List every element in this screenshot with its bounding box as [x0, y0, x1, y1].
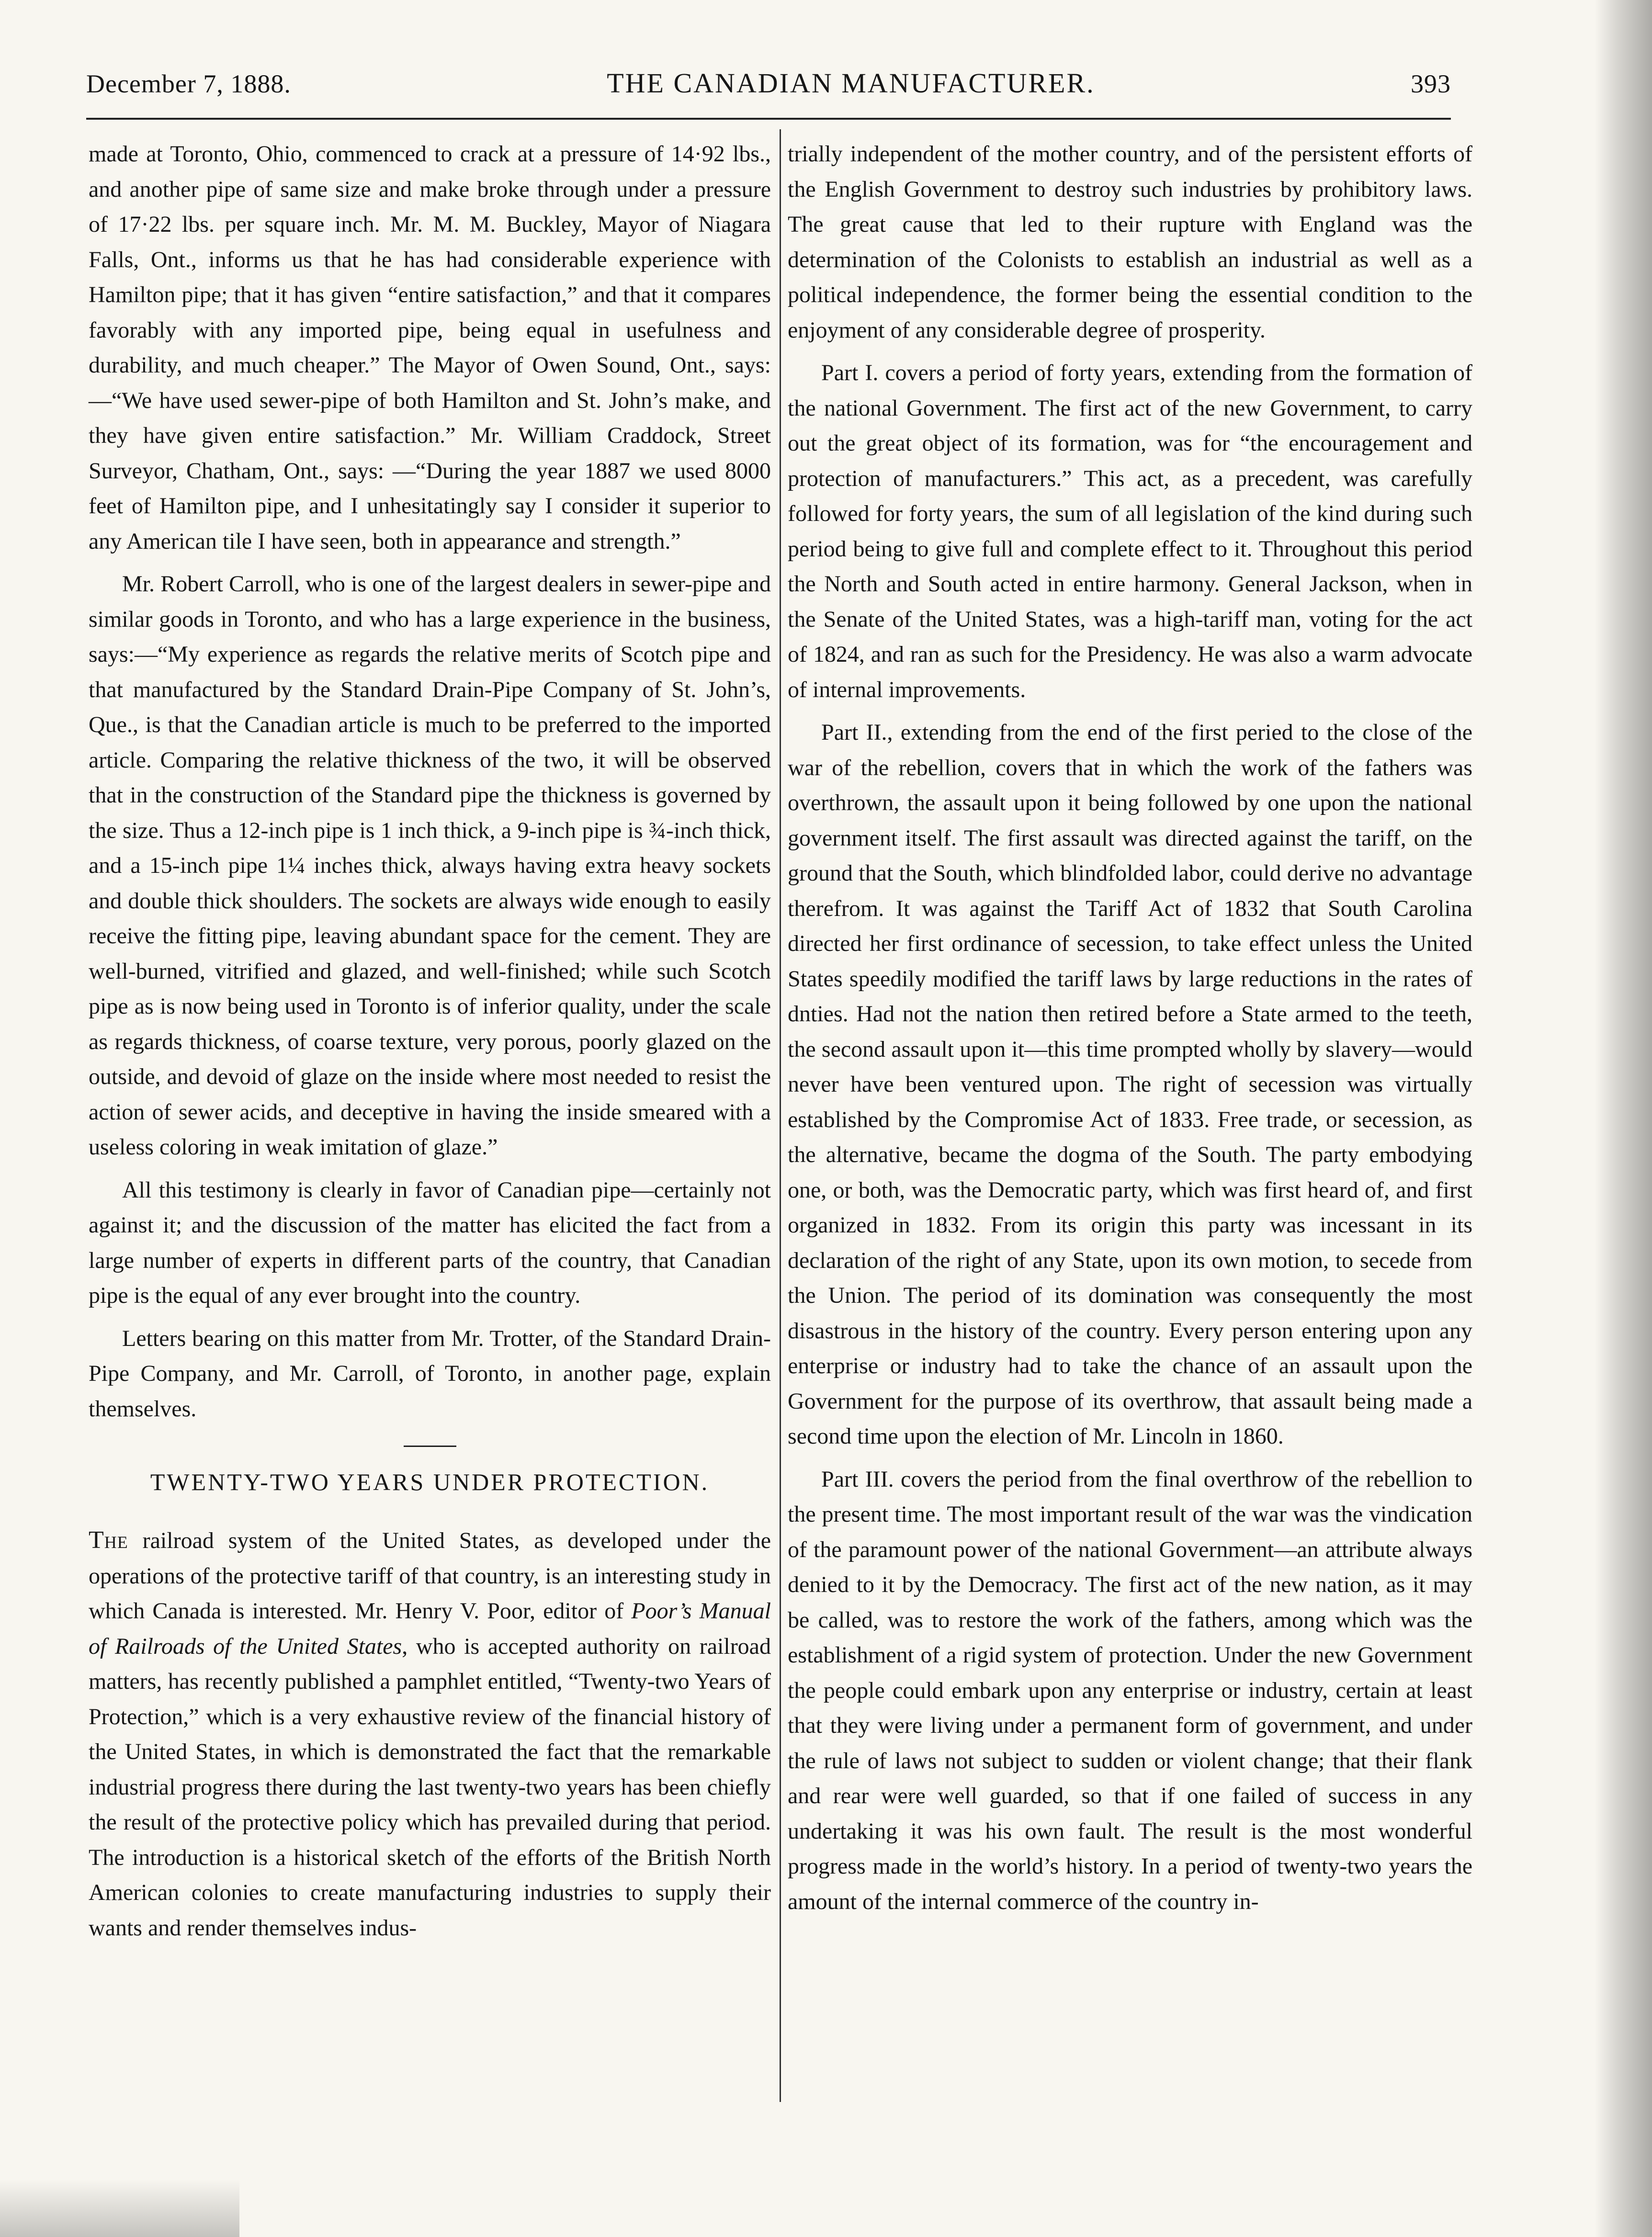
article-heading: TWENTY-TWO YEARS UNDER PROTECTION.	[150, 1469, 710, 1495]
scan-edge-shadow	[1595, 0, 1652, 2237]
scan-corner-shadow	[0, 2180, 239, 2237]
right-paragraph-3: Part II., extending from the end of the first peried to the close of the war of the rebellion, covers that in which the work of the fathers was overthrown, the assault upon it being followed by one upon the national government itself. The first assault was directed against the tariff, on the ground that the South, which blindfolded labor, could derive no advantage therefrom. It was against the Tariff Act of 1832 that South Carolina directed her first ordinance of secession, to take effect unless the United States speedily modified the tariff laws by large reductions in the rates of dnties. Had not the nation then retired before a State armed to the teeth, the second assault upon it—this time prompted wholly by slavery—would never have been ventured upon. The right of secession was virtually established by the Compromise Act of 1833. Free trade, or secession, as the alternative, became the dogma of the South. The party embodying one, or both, was the Democratic party, which was first heard of, and first organized in 1832. From its origin this party was incessant in its declaration of the right of any State, upon its own motion, to secede from the Union. The period of its domination was consequently the most disastrous in the history of the country. Every person entering upon any enterprise or industry had to take the chance of an assault upon the Government for the purpose of its overthrow, that assault being made a second time upon the election of Mr. Lincoln in 1860.	[788, 720, 1472, 1449]
issue-date: December 7, 1888.	[86, 69, 291, 98]
page-header	[86, 67, 1451, 105]
header-rule	[86, 118, 1451, 120]
intro-text-b: , who is accepted authority on railroad matters, has recently published a pamphlet entitled, “Twenty-two Years of Protection,” which is a very exhaustive review of the financial history of the United States, in which is demonstrated the fact that the remarkable industrial progress there during the last twenty-two years has been chiefly the result of the protective policy which has prevailed during that period. The introduction is a historical sketch of the efforts of the British North American colonies to create manufacturing industries to supply their wants and render themselves indus-	[89, 1633, 771, 1941]
section-divider	[404, 1446, 456, 1447]
publication-reference: Poor’s Manual of Railroads of the United States	[89, 1598, 771, 1659]
article-intro-paragraph	[89, 1523, 771, 1945]
right-paragraph-2: Part I. covers a period of forty years, extending from the formation of the national Government. The first act of the new Government, to carry out the great object of its formation, was for “the encouragement and protection of manufacturers.” This act, as a precedent, was carefully followed for forty years, the sum of all legislation of the kind during such period being to give full and complete effect to it. Throughout this period the North and South acted in entire harmony. General Jackson, when in the Senate of the United States, was a high-tariff man, voting for the act of 1824, and ran as such for the Presidency. He was also a warm advocate of internal improvements.	[788, 360, 1472, 702]
intro-text-a: railroad system of the United States, as developed under the operations of the protective tariff of that country, is an interesting study in which Canada is interested. Mr. Henry V. Poor, editor of	[89, 1528, 771, 1624]
page-number: 393	[1410, 69, 1451, 98]
left-column	[89, 136, 771, 1953]
left-paragraph-3: All this testimony is clearly in favor of Canadian pipe—certainly not against it; and the discussion of the matter has elicited the fact from a large number of experts in different parts of the country, that Canadian pipe is the equal of any ever brought into the country.	[89, 1177, 771, 1308]
left-paragraph-4: Letters bearing on this matter from Mr. Trotter, of the Standard Drain-Pipe Company, and Mr. Carroll, of Toronto, in another page, explain themselves.	[89, 1325, 771, 1422]
lead-word: The	[89, 1526, 128, 1554]
publication-title: THE CANADIAN MANUFACTURER.	[607, 68, 1095, 99]
column-divider	[780, 129, 781, 2102]
right-paragraph-4: Part III. covers the period from the final overthrow of the rebellion to the present time. The most important result of the war was the vindication of the paramount power of the national Government—an attribute always denied to it by the Democracy. The first act of the new nation, as it may be called, was to restore the work of the fathers, among which was the establishment of a rigid system of protection. Under the new Government the people could embark upon any enterprise or industry, certain at least that they were living under a permanent form of government, and under the rule of laws not subject to sudden or violent change; that their flank and rear were well guarded, so that if one failed of success in any undertaking it was his own fault. The result is the most wonderful progress made in the world’s history. In a period of twenty-two years the amount of the internal commerce of the country in-	[788, 1466, 1472, 1914]
right-paragraph-1: trially independent of the mother country, and of the persistent efforts of the English Government to destroy such industries by prohibitory laws. The great cause that led to their rupture with England was the determination of the Colonists to establish an industrial as well as a political independence, the former being the essential condition to the enjoyment of any considerable degree of prosperity.	[788, 141, 1472, 343]
left-paragraph-2: Mr. Robert Carroll, who is one of the largest dealers in sewer-pipe and similar goods in Toronto, and who has a large experience in the business, says:—“My experience as regards the relative merits of Scotch pipe and that manufactured by the Standard Drain-Pipe Company of St. John’s, Que., is that the Canadian article is much to be preferred to the imported article. Comparing the relative thickness of the two, it will be observed that in the construction of the Standard pipe the thickness is governed by the size. Thus a 12-inch pipe is 1 inch thick, a 9-inch pipe is ¾-inch thick, and a 15-inch pipe 1¼ inches thick, always having extra heavy sockets and double thick shoulders. The sockets are always wide enough to easily receive the fitting pipe, leaving abundant space for the cement. They are well-burned, vitrified and glazed, and well-finished; while such Scotch pipe as is now being used in Toronto is of inferior quality, under the scale as regards thickness, of coarse texture, very porous, poorly glazed on the outside, and devoid of glaze on the inside where most needed to resist the action of sewer acids, and deceptive in having the inside smeared with a useless coloring in weak imitation of glaze.”	[89, 571, 771, 1160]
left-paragraph-1: made at Toronto, Ohio, commenced to crack at a pressure of 14·92 lbs., and another pipe of same size and make broke through under a pressure of 17·22 lbs. per square inch. Mr. M. M. Buckley, Mayor of Niagara Falls, Ont., informs us that he has had considerable experience with Hamilton pipe; that it has given “entire satisfaction,” and that it compares favorably with any imported pipe, being equal in usefulness and durability, and much cheaper.” The Mayor of Owen Sound, Ont., says:—“We have used sewer-pipe of both Hamilton and St. John’s make, and they have given entire satisfaction.” Mr. William Craddock, Street Surveyor, Chatham, Ont., says: —“During the year 1887 we used 8000 feet of Hamilton pipe, and I unhesitatingly say I consider it superior to any American tile I have seen, both in appearance and strength.”	[89, 141, 771, 554]
right-column	[788, 136, 1472, 1927]
